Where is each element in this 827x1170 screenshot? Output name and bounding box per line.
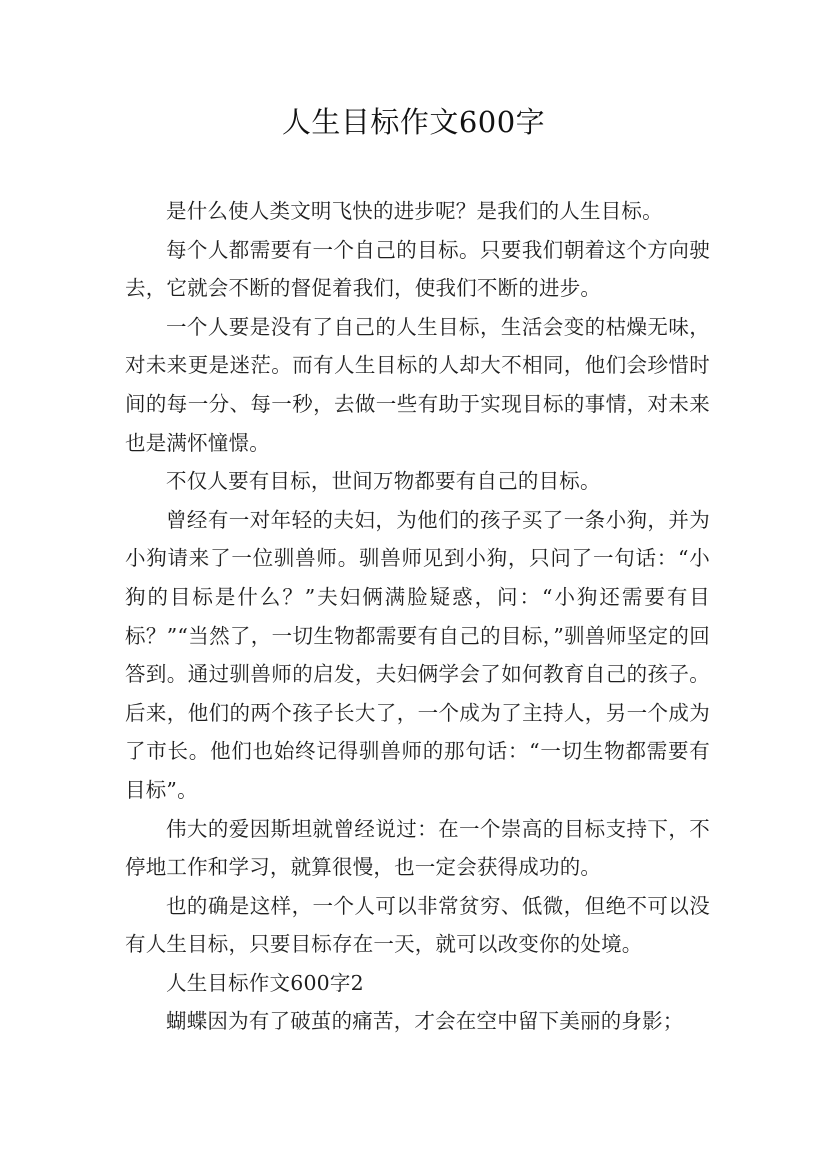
paragraph: 伟大的爱因斯坦就曾经说过：在一个崇高的目标支持下，不停地工作和学习，就算很慢，也一定会获得成功的。 [125,816,710,880]
section-heading: 人生目标作文600字2 [166,970,364,995]
paragraph: 每个人都需要有一个自己的目标。只要我们朝着这个方向驶去，它就会不断的督促着我们，使我们不断的进步。 [125,237,710,301]
document-title: 人生目标作文600字 [281,105,546,139]
paragraph: 是什么使人类文明飞快的进步呢？是我们的人生目标。 [166,199,663,223]
paragraph: 一个人要是没有了自己的人生目标，生活会变的枯燥无味，对未来更是迷茫。而有人生目标的人却大不相同，他们会珍惜时间的每一分、每一秒，去做一些有助于实现目标的事情，对未来也是满怀憧憬。 [125,314,710,455]
paragraph: 蝴蝶因为有了破茧的痛苦，才会在空中留下美丽的身影； [166,1009,684,1034]
document-body [125,192,710,1041]
paragraph: 曾经有一对年轻的夫妇，为他们的孩子买了一条小狗，并为小狗请来了一位驯兽师。驯兽师见到小狗，只问了一句话：“小狗的目标是什么？”夫妇俩满脸疑惑，问：“小狗还需要有目标？”“当然了，一切生物都需要有自己的目标，”驯兽师坚定的回答到。通过驯兽师的启发，夫妇俩学会了如何教育自己的孩子。后来，他们的两个孩子长大了，一个成为了主持人，另一个成为了市长。他们也始终记得驯兽师的那句话：“一切生物都需要有目标”。 [125,507,710,802]
paragraph: 不仅人要有目标，世间万物都要有自己的目标。 [166,469,601,494]
paragraph: 也的确是这样，一个人可以非常贫穷、低微，但绝不可以没有人生目标，只要目标存在一天，就可以改变你的处境。 [125,893,710,957]
